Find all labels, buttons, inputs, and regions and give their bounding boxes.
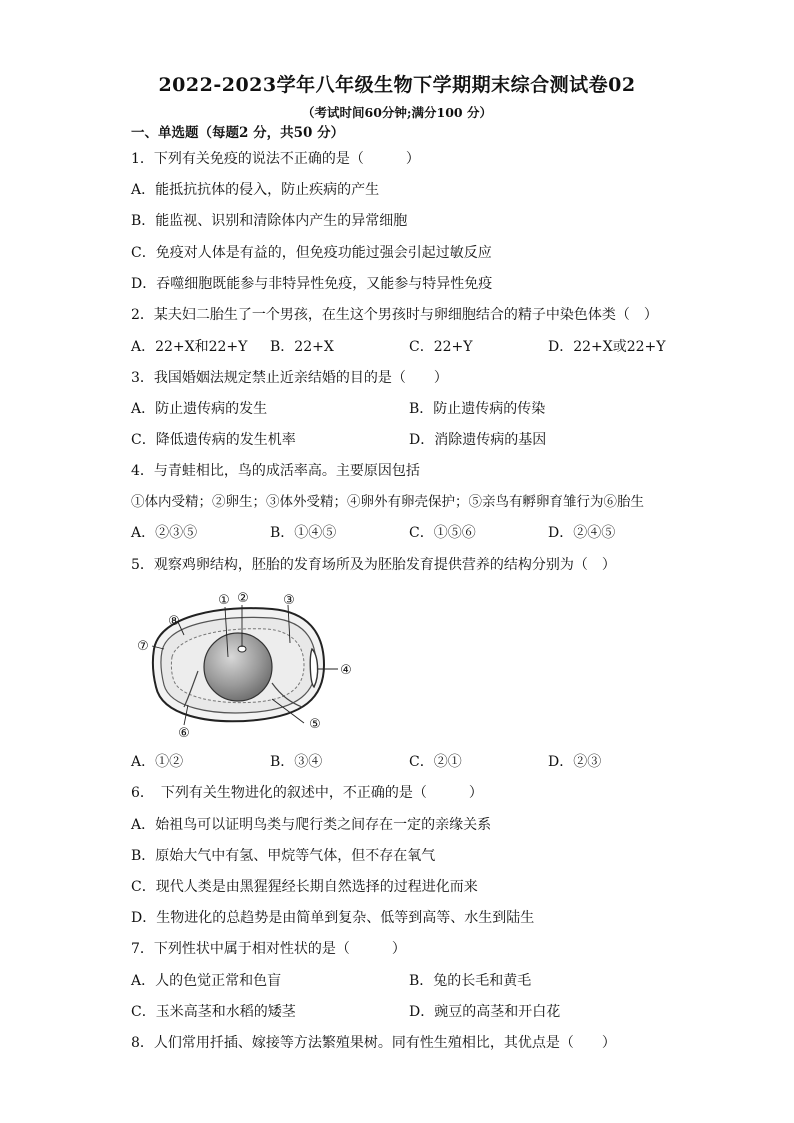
egg-structure-diagram <box>132 587 358 743</box>
question-4-option-a[interactable]: A．②③⑤ <box>131 525 198 541</box>
question-1-option-b[interactable]: B．能监视、识别和清除体内产生的异常细胞 <box>131 213 408 229</box>
question-3-option-c[interactable]: C．降低遗传病的发生机率 <box>131 432 296 448</box>
question-1-option-d[interactable]: D．吞噬细胞既能参与非特异性免疫，又能参与特异性免疫 <box>131 276 493 292</box>
question-4-option-c[interactable]: C．①⑤⑥ <box>409 525 476 541</box>
question-5-option-b[interactable]: B．③④ <box>270 754 323 770</box>
question-4-stem: 4．与青蛙相比，鸟的成活率高。主要原因包括 <box>131 463 420 479</box>
diagram-label-1: ① <box>218 593 230 608</box>
question-5-option-c[interactable]: C．②① <box>409 754 462 770</box>
diagram-label-4: ④ <box>340 663 352 678</box>
diagram-label-6: ⑥ <box>178 726 190 741</box>
yolk <box>204 633 272 701</box>
question-2-stem: 2．某夫妇二胎生了一个男孩，在生这个男孩时与卵细胞结合的精子中染色体类（ ） <box>131 307 658 323</box>
question-6-option-d[interactable]: D．生物进化的总趋势是由简单到复杂、低等到高等、水生到陆生 <box>131 910 535 926</box>
diagram-label-3: ③ <box>283 593 295 608</box>
diagram-label-5: ⑤ <box>309 717 321 732</box>
exam-info: （考试时间60分钟;满分100 分） <box>302 105 492 120</box>
question-7-stem: 7．下列性状中属于相对性状的是（ ） <box>131 941 406 957</box>
diagram-label-8: ⑧ <box>168 614 180 629</box>
question-5-stem: 5．观察鸡卵结构，胚胎的发育场所及为胚胎发育提供营养的结构分别为（ ） <box>131 557 616 573</box>
question-4-statements: ①体内受精；②卵生；③体外受精；④卵外有卵壳保护；⑤亲鸟有孵卵育雏行为⑥胎生 <box>131 494 644 510</box>
question-3-stem: 3．我国婚姻法规定禁止近亲结婚的目的是（ ） <box>131 370 448 386</box>
section-heading: 一、单选题（每题2 分，共50 分） <box>131 125 345 141</box>
question-4-option-d[interactable]: D．②④⑤ <box>548 525 616 541</box>
question-3-option-b[interactable]: B．防止遗传病的传染 <box>409 401 546 417</box>
question-7-option-d[interactable]: D．豌豆的高茎和开白花 <box>409 1004 561 1020</box>
question-6-stem: 6． 下列有关生物进化的叙述中，不正确的是（ ） <box>131 785 483 801</box>
question-6-option-b[interactable]: B．原始大气中有氢、甲烷等气体，但不存在氧气 <box>131 848 436 864</box>
question-1-option-a[interactable]: A．能抵抗抗体的侵入，防止疾病的产生 <box>131 182 380 198</box>
question-7-option-a[interactable]: A．人的色觉正常和色盲 <box>131 973 282 989</box>
question-2-option-b[interactable]: B．22+X <box>270 339 334 355</box>
question-7-option-b[interactable]: B．兔的长毛和黄毛 <box>409 973 532 989</box>
page-title: 2022-2023学年八年级生物下学期期末综合测试卷02 <box>158 74 636 96</box>
question-2-option-c[interactable]: C．22+Y <box>409 339 473 355</box>
question-6-option-c[interactable]: C．现代人类是由黑猩猩经长期自然选择的过程进化而来 <box>131 879 478 895</box>
question-7-option-c[interactable]: C．玉米高茎和水稻的矮茎 <box>131 1004 296 1020</box>
question-1-option-c[interactable]: C．免疫对人体是有益的，但免疫功能过强会引起过敏反应 <box>131 245 492 261</box>
diagram-label-7: ⑦ <box>137 639 149 654</box>
question-3-option-d[interactable]: D．消除遗传病的基因 <box>409 432 547 448</box>
question-1-stem: 1．下列有关免疫的说法不正确的是（ ） <box>131 151 420 167</box>
question-4-option-b[interactable]: B．①④⑤ <box>270 525 337 541</box>
question-2-option-d[interactable]: D．22+X或22+Y <box>548 339 666 355</box>
question-5-option-d[interactable]: D．②③ <box>548 754 602 770</box>
question-5-option-a[interactable]: A．①② <box>131 754 184 770</box>
question-2-option-a[interactable]: A．22+X和22+Y <box>131 339 248 355</box>
question-3-option-a[interactable]: A．防止遗传病的发生 <box>131 401 268 417</box>
diagram-label-2: ② <box>237 591 249 606</box>
question-6-option-a[interactable]: A．始祖鸟可以证明鸟类与爬行类之间存在一定的亲缘关系 <box>131 817 492 833</box>
question-8-stem: 8．人们常用扦插、嫁接等方法繁殖果树。同有性生殖相比，其优点是（ ） <box>131 1035 616 1051</box>
